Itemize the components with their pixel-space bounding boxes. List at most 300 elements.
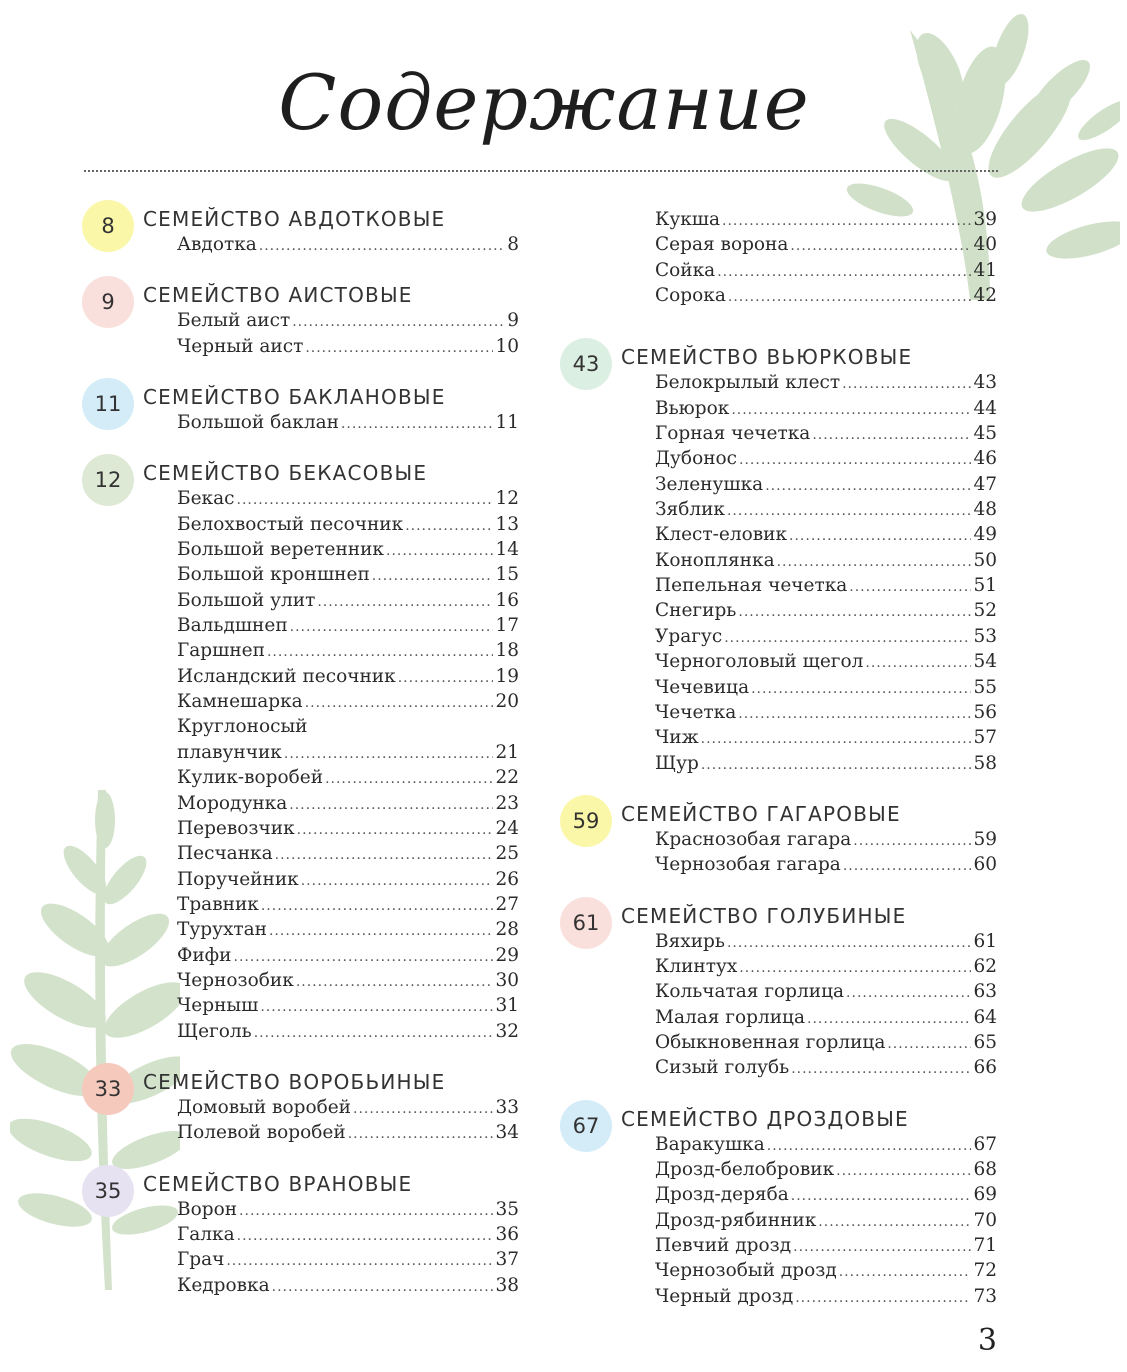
entry-name: Дрозд-белобровик xyxy=(655,1159,835,1181)
toc-entry[interactable] xyxy=(655,573,997,598)
toc-entry[interactable] xyxy=(177,1019,519,1044)
toc-entry[interactable] xyxy=(655,649,997,674)
family-section xyxy=(560,1107,1000,1335)
entry-page-number: 33 xyxy=(495,1097,519,1119)
toc-entry[interactable] xyxy=(655,446,997,471)
entry-page-number: 22 xyxy=(495,767,519,789)
entry-page-number: 55 xyxy=(973,676,997,698)
leader-dots xyxy=(793,1235,971,1260)
family-page-badge[interactable]: 43 xyxy=(560,338,612,390)
entry-page-number: 50 xyxy=(973,549,997,571)
family-entries xyxy=(655,929,997,1081)
toc-entry[interactable] xyxy=(655,1157,997,1182)
entry-page-number: 24 xyxy=(495,817,519,839)
toc-entry[interactable] xyxy=(655,827,997,852)
entry-page-number: 27 xyxy=(495,893,519,915)
entry-name: Коноплянка xyxy=(655,549,775,571)
entry-name: Чернозобый дрозд xyxy=(655,1260,837,1282)
entry-name: Гаршнеп xyxy=(177,640,265,662)
entry-page-number: 57 xyxy=(973,727,997,749)
toc-entry[interactable] xyxy=(177,588,519,613)
toc-entry[interactable] xyxy=(655,258,997,283)
leader-dots xyxy=(865,651,971,676)
toc-entry[interactable] xyxy=(177,892,519,917)
entry-page-number: 13 xyxy=(495,513,519,535)
leader-dots xyxy=(791,1184,972,1209)
entry-name: Черный дрозд xyxy=(655,1285,794,1307)
entry-name: Большой баклан xyxy=(177,412,339,434)
toc-entry[interactable] xyxy=(655,1258,997,1283)
entry-name: Клест-еловик xyxy=(655,524,788,546)
toc-entry[interactable] xyxy=(655,522,997,547)
leader-dots xyxy=(791,1057,971,1082)
entry-name: Песчанка xyxy=(177,843,273,865)
leader-dots xyxy=(317,590,493,615)
toc-entry[interactable] xyxy=(177,791,519,816)
entry-page-number: 37 xyxy=(495,1249,519,1271)
entry-name: Чечевица xyxy=(655,676,750,698)
leader-dots xyxy=(301,869,494,894)
entry-page-number: 48 xyxy=(973,499,997,521)
entry-page-number: 72 xyxy=(973,1260,997,1282)
leader-dots xyxy=(849,575,971,600)
toc-entry[interactable] xyxy=(655,1055,997,1080)
entry-page-number: 70 xyxy=(973,1209,997,1231)
family-section xyxy=(82,1172,522,1324)
toc-entry[interactable] xyxy=(655,396,997,421)
leader-dots xyxy=(226,1249,493,1274)
family-entries xyxy=(655,1132,997,1309)
family-title[interactable]: СЕМЕЙСТВО ВЬЮРКОВЫЕ xyxy=(621,345,913,370)
entry-page-number: 60 xyxy=(973,854,997,876)
entry-name: Горная чечетка xyxy=(655,423,811,445)
entry-page-number: 52 xyxy=(973,600,997,622)
entry-name: Серая ворона xyxy=(655,234,789,256)
toc-entry[interactable] xyxy=(655,979,997,1004)
family-title[interactable]: СЕМЕЙСТВО БАКЛАНОВЫЕ xyxy=(143,385,446,410)
entry-name: Полевой воробей xyxy=(177,1122,346,1144)
family-page-badge[interactable]: 35 xyxy=(82,1165,134,1217)
toc-entry[interactable] xyxy=(655,548,997,573)
family-title[interactable]: СЕМЕЙСТВО ГАГАРОВЫЕ xyxy=(621,801,901,826)
entry-name: Чечетка xyxy=(655,701,737,723)
entry-name: Белый аист xyxy=(177,310,291,332)
entry-page-number: 10 xyxy=(495,335,519,357)
leader-dots xyxy=(348,1122,494,1147)
family-entries xyxy=(655,827,997,878)
entry-name: Чернозобая гагара xyxy=(655,854,841,876)
entry-page-number: 64 xyxy=(973,1006,997,1028)
entry-page-number: 73 xyxy=(973,1285,997,1307)
entry-page-number: 68 xyxy=(973,1159,997,1181)
leader-dots xyxy=(789,524,971,549)
entry-name: Сорока xyxy=(655,285,726,307)
entry-name: Черный аист xyxy=(177,335,304,357)
entry-page-number: 44 xyxy=(973,397,997,419)
entry-name: Белокрылый клест xyxy=(655,372,841,394)
toc-entry[interactable] xyxy=(177,537,519,562)
leader-dots xyxy=(305,691,494,716)
entry-page-number: 45 xyxy=(973,423,997,445)
leader-dots xyxy=(727,499,971,524)
toc-entry[interactable] xyxy=(177,765,519,790)
entry-page-number: 34 xyxy=(495,1122,519,1144)
entry-page-number: 67 xyxy=(973,1133,997,1155)
toc-entry[interactable] xyxy=(177,841,519,866)
entry-page-number: 14 xyxy=(495,539,519,561)
family-section xyxy=(82,385,522,461)
entry-name: Щур xyxy=(655,752,699,774)
entry-name: Ворон xyxy=(177,1198,238,1220)
entry-name: Снегирь xyxy=(655,600,737,622)
family-section xyxy=(82,283,522,385)
entry-page-number: 31 xyxy=(495,995,519,1017)
leader-dots xyxy=(751,677,971,702)
leader-dots xyxy=(818,1210,971,1235)
entry-name: Сизый голубь xyxy=(655,1057,790,1079)
entry-name: Дрозд-рябинник xyxy=(655,1209,817,1231)
leader-dots xyxy=(239,1199,493,1224)
entry-page-number: 18 xyxy=(495,640,519,662)
entry-name: Кукша xyxy=(655,209,720,230)
toc-entry[interactable] xyxy=(655,207,997,232)
toc-entry[interactable] xyxy=(177,334,519,359)
leader-dots xyxy=(846,981,971,1006)
entry-page-number: 59 xyxy=(973,828,997,850)
entry-page-number: 38 xyxy=(495,1274,519,1296)
entry-name: плавунчик xyxy=(177,741,282,763)
entry-page-number: 54 xyxy=(973,651,997,673)
entry-name: Зеленушка xyxy=(655,473,764,495)
entry-page-number: 35 xyxy=(495,1198,519,1220)
entry-name: Черныш xyxy=(177,995,259,1017)
entry-name: Белохвостый песочник xyxy=(177,513,404,535)
toc-entry[interactable] xyxy=(177,740,519,765)
entry-page-number: 46 xyxy=(973,448,997,470)
leader-dots xyxy=(853,829,971,854)
entry-page-number: 43 xyxy=(973,372,997,394)
entry-name: Фифи xyxy=(177,944,232,966)
entry-name: Кедровка xyxy=(177,1274,270,1296)
entry-page-number: 21 xyxy=(495,741,519,763)
entry-name: Вальдшнеп xyxy=(177,615,288,637)
toc-left-column xyxy=(82,207,522,1324)
entry-page-number: 51 xyxy=(973,575,997,597)
entry-name: Чиж xyxy=(655,727,699,749)
entry-name: Круглоносый xyxy=(177,716,308,738)
leader-dots xyxy=(738,600,971,625)
toc-entry[interactable] xyxy=(177,638,519,663)
leader-dots xyxy=(728,285,972,310)
entry-name: Черноголовый щегол xyxy=(655,651,864,673)
toc-entry[interactable] xyxy=(177,232,519,257)
leader-dots xyxy=(701,727,972,752)
entry-name: Кольчатая горлица xyxy=(655,981,845,1003)
entry-page-number: 66 xyxy=(973,1057,997,1079)
leader-dots xyxy=(269,919,493,944)
entry-page-number: 56 xyxy=(973,701,997,723)
leader-dots xyxy=(836,1159,971,1184)
entry-name: Камнешарка xyxy=(177,691,303,713)
entry-name: Дубонос xyxy=(655,448,738,470)
entry-name: Обыкновенная горлица xyxy=(655,1032,886,1054)
toc-entry[interactable] xyxy=(177,1222,519,1247)
toc-entry[interactable] xyxy=(177,867,519,892)
entry-page-number: 62 xyxy=(973,956,997,978)
family-title[interactable]: СЕМЕЙСТВО БЕКАСОВЫЕ xyxy=(143,461,428,486)
leader-dots xyxy=(260,995,493,1020)
family-section xyxy=(82,207,522,283)
entry-name: Пепельная чечетка xyxy=(655,575,848,597)
toc-entry[interactable] xyxy=(177,689,519,714)
toc-entry[interactable] xyxy=(655,1182,997,1207)
entry-name: Вяхирь xyxy=(655,930,725,952)
leader-dots xyxy=(777,550,972,575)
entry-name: Домовый воробей xyxy=(177,1097,352,1119)
leader-dots xyxy=(767,1134,972,1159)
toc-entry[interactable] xyxy=(177,512,519,537)
family-entries xyxy=(177,232,519,257)
leader-dots xyxy=(722,209,971,234)
entry-name: Варакушка xyxy=(655,1133,765,1155)
family-page-badge[interactable]: 8 xyxy=(82,200,134,252)
leader-dots xyxy=(259,234,505,259)
entry-name: Галка xyxy=(177,1224,235,1246)
leader-dots xyxy=(284,742,494,767)
leader-dots xyxy=(405,514,493,539)
toc-entry[interactable] xyxy=(177,1197,519,1222)
toc-entry[interactable] xyxy=(655,598,997,623)
toc-entry[interactable] xyxy=(655,1005,997,1030)
family-section xyxy=(560,904,1000,1107)
toc-entry[interactable] xyxy=(177,943,519,968)
leader-dots xyxy=(717,260,971,285)
toc-entry[interactable] xyxy=(177,993,519,1018)
entry-page-number: 8 xyxy=(507,234,519,255)
family-page-badge[interactable]: 61 xyxy=(560,897,612,949)
page-number: 3 xyxy=(977,1323,997,1358)
entry-name: Чернозобик xyxy=(177,969,294,991)
leader-dots xyxy=(887,1032,971,1057)
family-page-badge[interactable]: 59 xyxy=(560,795,612,847)
toc-entry[interactable] xyxy=(655,1284,997,1309)
leader-dots xyxy=(843,854,972,879)
entry-page-number: 39 xyxy=(973,209,997,230)
entry-name: Перевозчик xyxy=(177,817,295,839)
page-title: Содержание xyxy=(278,58,810,147)
toc-entry[interactable] xyxy=(655,1208,997,1233)
entry-page-number: 30 xyxy=(495,969,519,991)
entry-page-number: 28 xyxy=(495,919,519,941)
entry-page-number: 20 xyxy=(495,691,519,713)
leader-dots xyxy=(727,931,972,956)
leader-dots xyxy=(790,234,971,259)
entry-name: Грач xyxy=(177,1249,225,1271)
family-title[interactable]: СЕМЕЙСТВО АИСТОВЫЕ xyxy=(143,283,413,308)
leader-dots xyxy=(325,767,493,792)
family-section xyxy=(560,345,1000,802)
leader-dots xyxy=(289,793,493,818)
family-page-badge[interactable]: 9 xyxy=(82,276,134,328)
entry-page-number: 71 xyxy=(973,1235,997,1257)
entry-name: Большой веретенник xyxy=(177,539,384,561)
entry-page-number: 9 xyxy=(507,310,519,332)
entry-name: Сойка xyxy=(655,259,716,281)
family-entries xyxy=(177,410,519,435)
entry-page-number: 36 xyxy=(495,1224,519,1246)
leader-dots xyxy=(724,626,971,651)
leader-dots xyxy=(292,310,505,335)
leader-dots xyxy=(353,1097,493,1122)
leader-dots xyxy=(738,702,971,727)
leader-dots xyxy=(839,1260,972,1285)
toc-entry[interactable] xyxy=(177,968,519,993)
family-section xyxy=(560,802,1000,904)
toc-entry[interactable] xyxy=(655,1233,997,1258)
entry-page-number: 69 xyxy=(973,1184,997,1206)
entry-page-number: 42 xyxy=(973,285,997,307)
toc-entry[interactable] xyxy=(177,816,519,841)
leader-dots xyxy=(254,1021,494,1046)
entry-page-number: 41 xyxy=(973,259,997,281)
entry-page-number: 40 xyxy=(973,234,997,256)
entry-name: Клинтух xyxy=(655,956,738,978)
family-entries xyxy=(655,370,997,776)
toc-entry[interactable] xyxy=(655,472,997,497)
toc-entry[interactable] xyxy=(177,562,519,587)
family-title[interactable]: СЕМЕЙСТВО ДРОЗДОВЫЕ xyxy=(621,1106,909,1131)
family-title[interactable]: СЕМЕЙСТВО АВДОТКОВЫЕ xyxy=(143,207,446,231)
leader-dots xyxy=(237,488,494,513)
entry-page-number: 29 xyxy=(495,944,519,966)
leader-dots xyxy=(296,970,494,995)
toc-entry[interactable] xyxy=(655,283,997,308)
continued-entries xyxy=(655,207,997,345)
entry-name: Урагус xyxy=(655,625,723,647)
leader-dots xyxy=(731,398,971,423)
leader-dots xyxy=(267,640,494,665)
leader-dots xyxy=(739,448,971,473)
toc-entry[interactable] xyxy=(655,954,997,979)
entry-page-number: 53 xyxy=(973,625,997,647)
family-page-badge[interactable]: 11 xyxy=(82,378,134,430)
entry-name: Исландский песочник xyxy=(177,665,396,687)
family-page-badge[interactable]: 33 xyxy=(82,1063,134,1115)
toc-entry[interactable] xyxy=(655,852,997,877)
entry-name: Турухтан xyxy=(177,919,267,941)
leader-dots xyxy=(386,539,493,564)
entry-page-number: 63 xyxy=(973,981,997,1003)
entry-page-number: 23 xyxy=(495,792,519,814)
leader-dots xyxy=(275,843,494,868)
leader-dots xyxy=(372,564,494,589)
leader-dots xyxy=(237,1224,494,1249)
toc-entry[interactable] xyxy=(655,421,997,446)
toc-entry[interactable] xyxy=(177,714,519,739)
leader-dots xyxy=(341,412,494,437)
entry-page-number: 49 xyxy=(973,524,997,546)
toc-entry[interactable] xyxy=(177,308,519,333)
family-section xyxy=(82,461,522,1070)
entry-name: Бекас xyxy=(177,488,235,510)
toc-right-column xyxy=(560,207,1000,1335)
toc-entry[interactable] xyxy=(177,410,519,435)
toc-entry[interactable] xyxy=(655,725,997,750)
toc-entry[interactable] xyxy=(177,613,519,638)
entry-name: Щеголь xyxy=(177,1020,252,1042)
toc-entry[interactable] xyxy=(177,486,519,511)
toc-entry[interactable] xyxy=(655,929,997,954)
leader-dots xyxy=(739,956,971,981)
toc-entry[interactable] xyxy=(177,1247,519,1272)
family-section xyxy=(82,1070,522,1172)
family-title[interactable]: СЕМЕЙСТВО ГОЛУБИНЫЕ xyxy=(621,903,907,928)
entry-name: Большой кроншнеп xyxy=(177,564,370,586)
family-entries xyxy=(177,1197,519,1298)
leader-dots xyxy=(807,1007,971,1032)
toc-entry[interactable] xyxy=(655,675,997,700)
toc-entry[interactable] xyxy=(655,370,997,395)
entry-name: Мородунка xyxy=(177,792,288,814)
family-title[interactable]: СЕМЕЙСТВО ВОРОБЬИНЫЕ xyxy=(143,1070,446,1095)
leader-dots xyxy=(290,615,494,640)
toc-entry[interactable] xyxy=(177,1273,519,1298)
entry-name: Кулик-воробей xyxy=(177,767,324,789)
entry-page-number: 47 xyxy=(973,473,997,495)
entry-page-number: 65 xyxy=(973,1032,997,1054)
leader-dots xyxy=(234,945,494,970)
entry-page-number: 32 xyxy=(495,1020,519,1042)
family-page-badge[interactable]: 12 xyxy=(82,454,134,506)
entry-name: Авдотка xyxy=(177,234,257,255)
entry-page-number: 17 xyxy=(495,615,519,637)
leader-dots xyxy=(261,894,494,919)
toc-entry[interactable] xyxy=(655,497,997,522)
leader-dots xyxy=(398,666,494,691)
toc-entry[interactable] xyxy=(177,1120,519,1145)
entry-page-number: 16 xyxy=(495,589,519,611)
family-entries xyxy=(177,1095,519,1146)
leader-dots xyxy=(701,753,972,778)
toc-entry[interactable] xyxy=(655,232,997,257)
entry-name: Краснозобая гагара xyxy=(655,828,852,850)
leader-dots xyxy=(305,336,493,361)
toc-entry[interactable] xyxy=(655,1132,997,1157)
leader-dots xyxy=(272,1275,494,1300)
toc-entry[interactable] xyxy=(177,664,519,689)
entry-name: Вьюрок xyxy=(655,397,730,419)
entry-page-number: 12 xyxy=(495,488,519,510)
entry-page-number: 58 xyxy=(973,752,997,774)
entry-page-number: 19 xyxy=(495,665,519,687)
toc-entry[interactable] xyxy=(177,1095,519,1120)
title-divider xyxy=(84,170,998,172)
leader-dots xyxy=(795,1286,971,1311)
entry-name: Травник xyxy=(177,893,259,915)
family-page-badge[interactable]: 67 xyxy=(560,1100,612,1152)
leader-dots xyxy=(765,474,971,499)
toc-entry[interactable] xyxy=(655,1030,997,1055)
toc-entry[interactable] xyxy=(655,700,997,725)
family-title[interactable]: СЕМЕЙСТВО ВРАНОВЫЕ xyxy=(143,1171,413,1196)
family-entries xyxy=(177,308,519,359)
toc-entry[interactable] xyxy=(655,624,997,649)
entry-name: Большой улит xyxy=(177,589,316,611)
entry-name: Поручейник xyxy=(177,868,299,890)
toc-entry[interactable] xyxy=(177,917,519,942)
toc-entry[interactable] xyxy=(655,751,997,776)
family-entries xyxy=(177,486,519,1044)
